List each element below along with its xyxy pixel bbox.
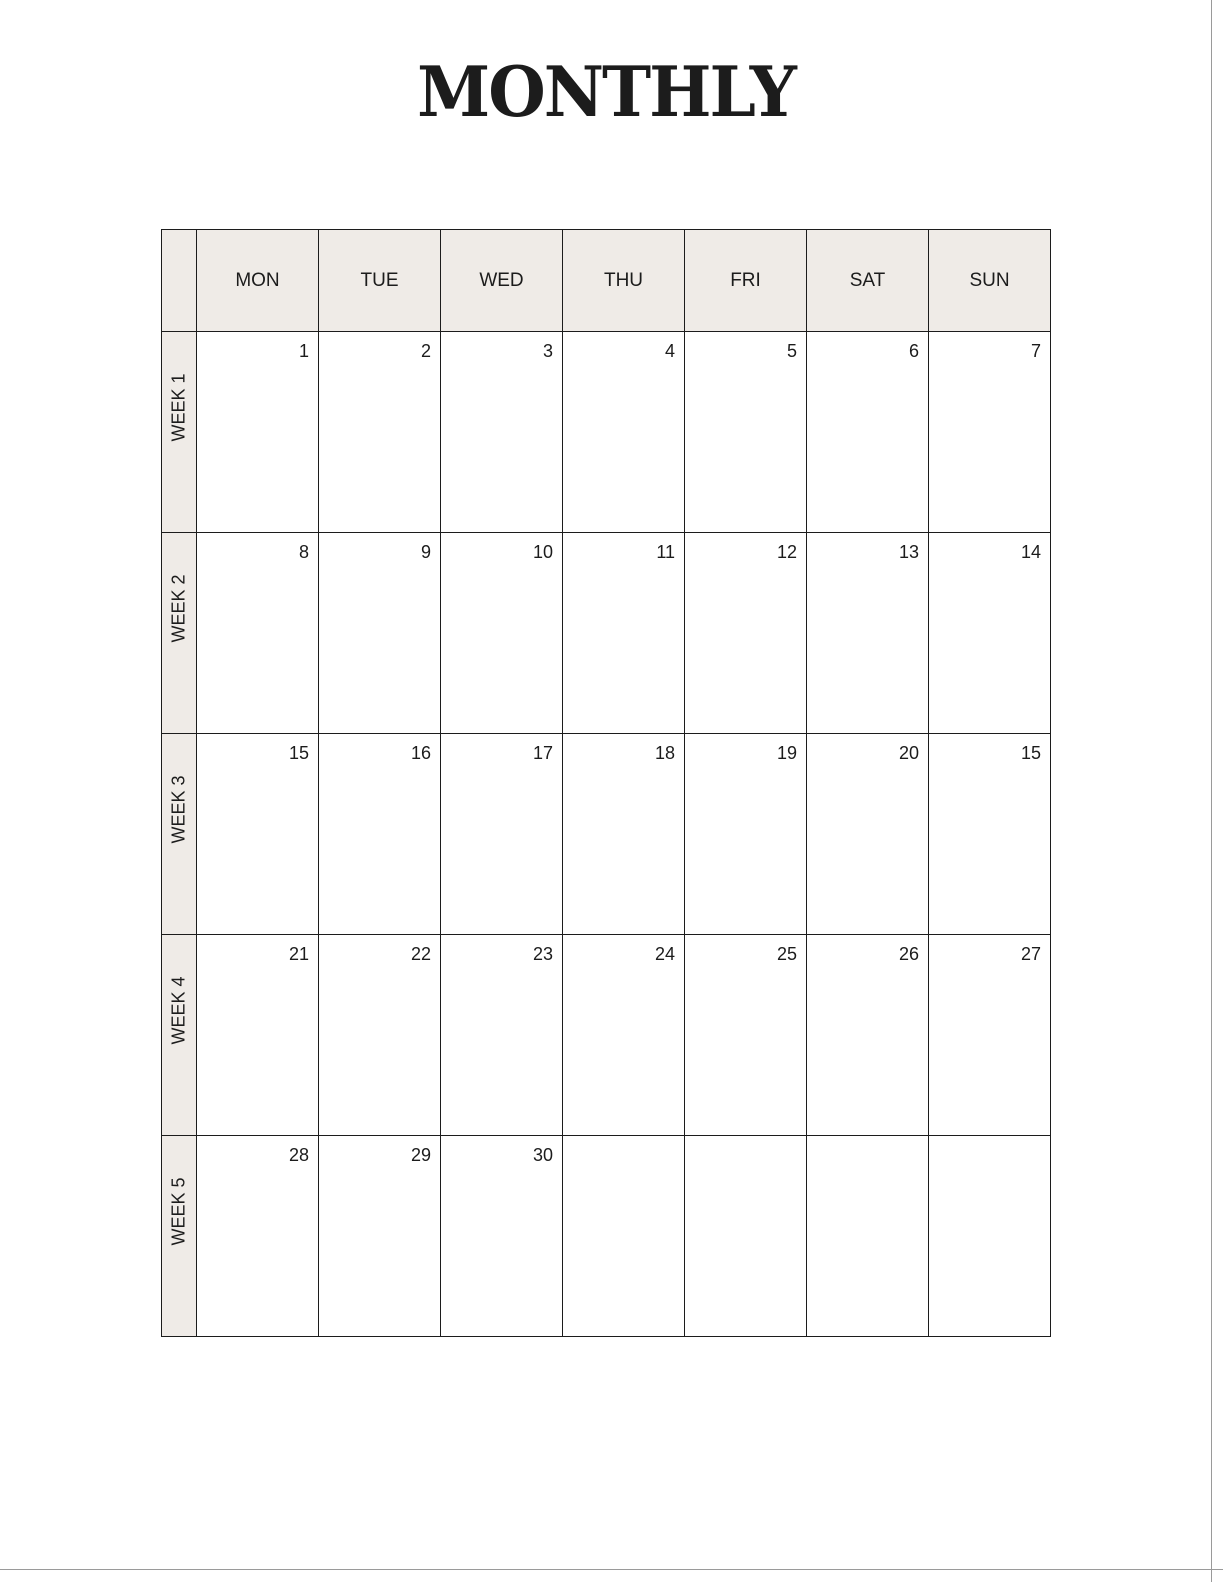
day-number: 30 [532,1145,553,1165]
day-cell[interactable] [685,332,807,533]
week-label-4 [162,935,197,1136]
day-header-wed: WED [441,230,563,332]
day-number: 26 [898,944,919,964]
day-cell[interactable] [685,533,807,734]
day-number: 15 [288,743,309,763]
day-cell[interactable] [685,734,807,935]
day-cell[interactable] [563,332,685,533]
day-number: 27 [1020,944,1041,964]
day-cell[interactable] [563,935,685,1136]
day-number: 22 [410,944,431,964]
day-cell-empty[interactable] [563,1136,685,1337]
day-number: 25 [776,944,797,964]
page-title: MONTHLY [417,51,795,133]
day-number: 1 [298,341,309,361]
day-cell[interactable] [807,533,929,734]
day-cell[interactable] [319,734,441,935]
day-cell-empty[interactable] [929,1136,1051,1337]
day-cell[interactable] [197,332,319,533]
day-header-mon: MON [197,230,319,332]
day-number: 13 [898,542,919,562]
day-cell[interactable] [441,533,563,734]
day-number: 5 [786,341,797,361]
day-cell[interactable] [319,1136,441,1337]
day-cell[interactable] [807,734,929,935]
day-cell[interactable] [441,734,563,935]
day-cell[interactable] [807,935,929,1136]
week-label-text: WEEK 4 [168,975,189,1045]
day-number: 17 [532,743,553,763]
day-number: 24 [654,944,675,964]
day-number: 10 [532,542,553,562]
day-number: 23 [532,944,553,964]
day-number: 2 [420,341,431,361]
day-cell[interactable] [319,533,441,734]
day-header-sun: SUN [929,230,1051,332]
day-cell[interactable] [441,332,563,533]
page-edge-bottom [0,1569,1223,1570]
day-cell[interactable] [319,935,441,1136]
day-number: 20 [898,743,919,763]
day-number: 29 [410,1145,431,1165]
day-cell[interactable] [197,533,319,734]
week-label-text: WEEK 2 [168,573,189,643]
week-label-2 [162,533,197,734]
day-cell[interactable] [441,935,563,1136]
day-cell[interactable] [563,734,685,935]
day-number: 12 [776,542,797,562]
week-label-3 [162,734,197,935]
day-cell-empty[interactable] [807,1136,929,1337]
day-number: 15 [1020,743,1041,763]
day-cell[interactable] [929,533,1051,734]
day-header-tue: TUE [319,230,441,332]
week-label-5 [162,1136,197,1337]
day-header-sat: SAT [807,230,929,332]
day-cell[interactable] [319,332,441,533]
day-cell[interactable] [441,1136,563,1337]
day-number: 3 [542,341,553,361]
day-header-fri: FRI [685,230,807,332]
day-cell[interactable] [563,533,685,734]
day-number: 4 [664,341,675,361]
day-number: 14 [1020,542,1041,562]
day-cell[interactable] [197,935,319,1136]
day-number: 28 [288,1145,309,1165]
week-label-text: WEEK 1 [168,372,189,442]
day-number: 8 [298,542,309,562]
day-cell[interactable] [929,935,1051,1136]
monthly-calendar-grid [161,229,1051,1337]
day-header-thu: THU [563,230,685,332]
page-edge-right [1211,0,1212,1582]
day-cell-empty[interactable] [685,1136,807,1337]
day-number: 9 [420,542,431,562]
week-label-text: WEEK 3 [168,774,189,844]
day-cell[interactable] [197,1136,319,1337]
day-number: 16 [410,743,431,763]
day-cell[interactable] [807,332,929,533]
day-number: 18 [654,743,675,763]
day-cell[interactable] [929,332,1051,533]
day-cell[interactable] [685,935,807,1136]
week-label-1 [162,332,197,533]
day-cell[interactable] [929,734,1051,935]
header-corner-cell [162,230,197,332]
day-number: 11 [656,542,675,562]
day-number: 6 [908,341,919,361]
day-number: 21 [288,944,309,964]
week-label-text: WEEK 5 [168,1176,189,1246]
day-number: 7 [1030,341,1041,361]
day-number: 19 [776,743,797,763]
day-cell[interactable] [197,734,319,935]
